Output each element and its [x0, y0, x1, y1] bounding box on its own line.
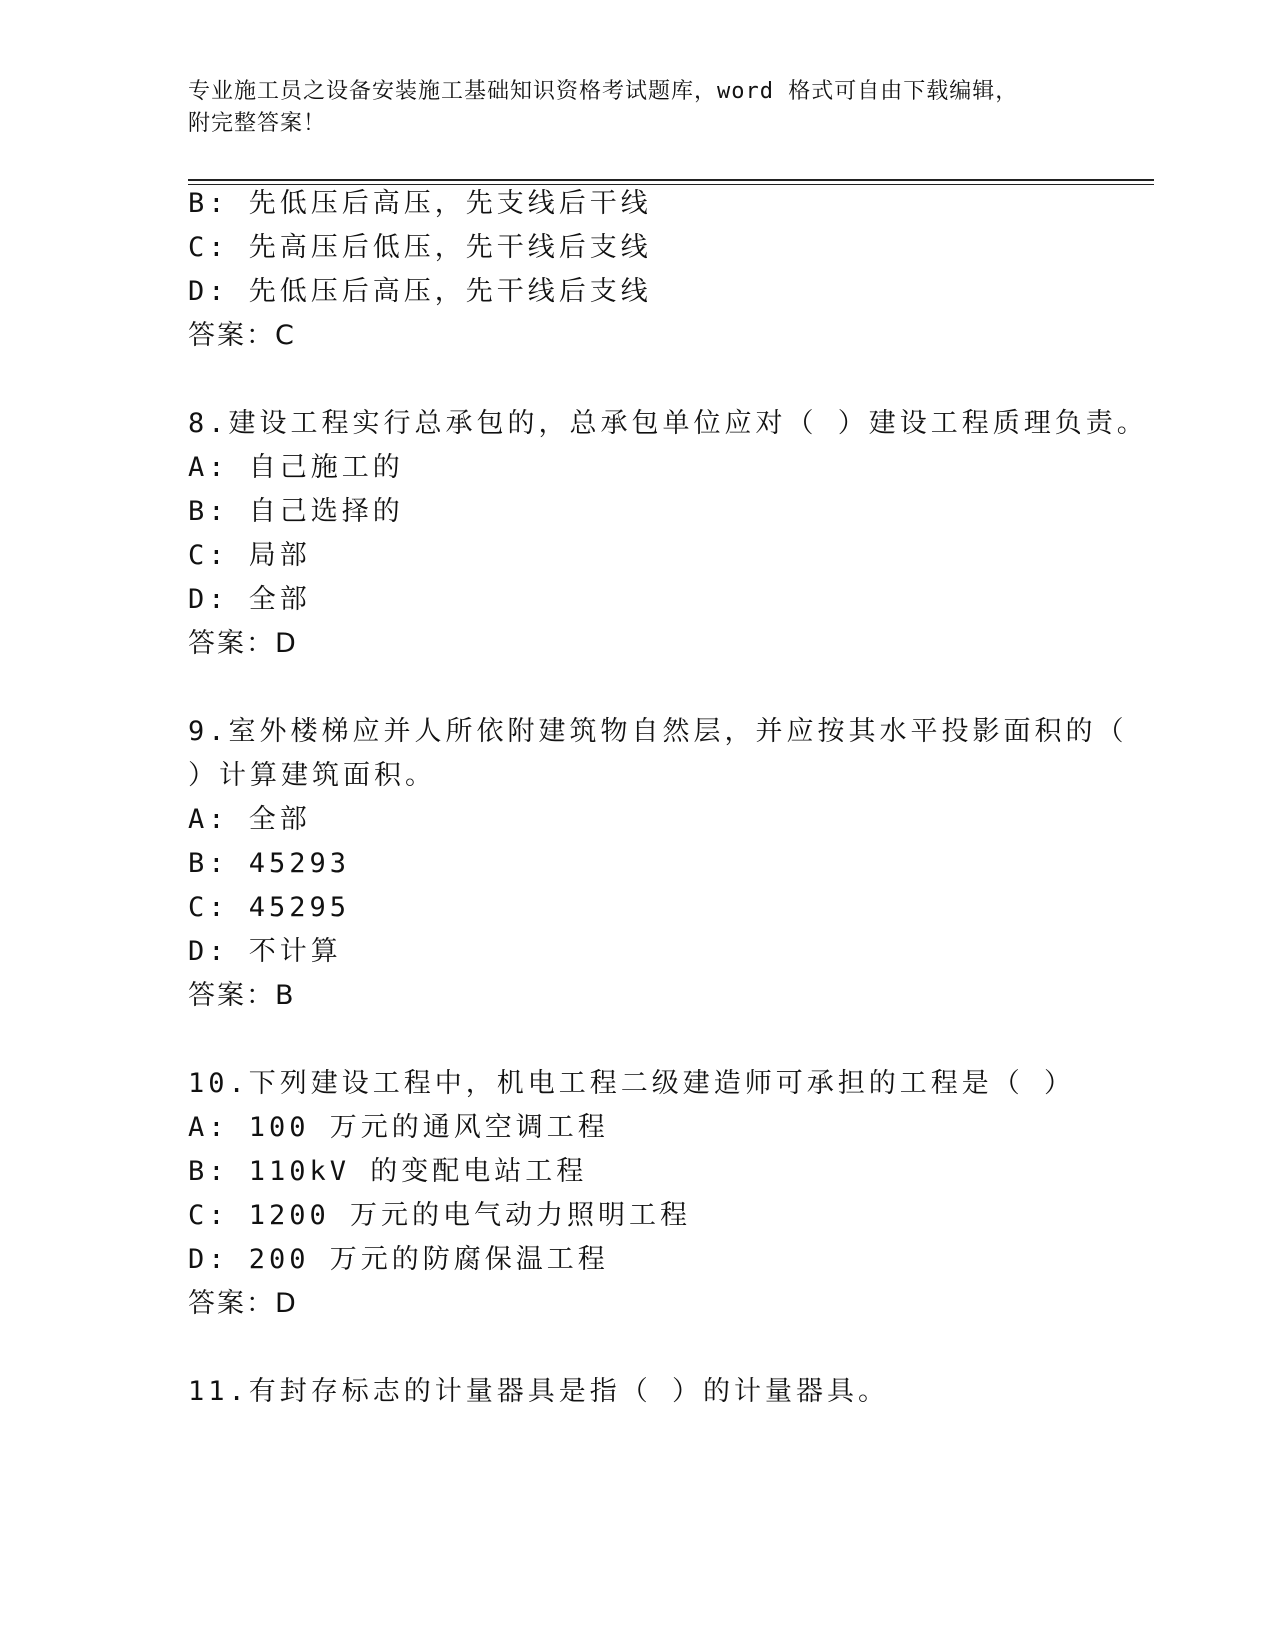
q9-option-a: A: 全部 [188, 804, 311, 835]
q7-answer: 答案：C [188, 320, 296, 351]
q8-option-c: C: 局部 [188, 540, 311, 571]
q7-option-d: D: 先低压后高压，先干线后支线 [188, 276, 652, 307]
q11-question: 11.有封存标志的计量器具是指（ ）的计量器具。 [188, 1376, 890, 1407]
q10-answer: 答案：D [188, 1288, 298, 1319]
q9-option-b: B: 45293 [188, 848, 351, 879]
q8-option-a: A: 自己施工的 [188, 452, 404, 483]
q8-option-b: B: 自己选择的 [188, 496, 404, 527]
q9-option-c: C: 45295 [188, 892, 351, 923]
q9-answer: 答案：B [188, 980, 296, 1011]
q8-question: 8.建设工程实行总承包的，总承包单位应对（ ）建设工程质理负责。 [188, 408, 1148, 439]
header-divider [188, 179, 1154, 185]
q9-option-d: D: 不计算 [188, 936, 342, 967]
q10-question: 10.下列建设工程中，机电工程二级建造师可承担的工程是（ ） [188, 1068, 1076, 1099]
q7-option-c: C: 先高压后低压，先干线后支线 [188, 232, 652, 263]
header-line-1: 专业施工员之设备安装施工基础知识资格考试题库，word 格式可自由下载编辑， [188, 79, 1019, 104]
q9-question-line-1: 9.室外楼梯应并人所依附建筑物自然层，并应按其水平投影面积的（ [188, 716, 1128, 747]
document-header [188, 76, 1068, 140]
q8-option-d: D: 全部 [188, 584, 311, 615]
q10-option-a: A: 100 万元的通风空调工程 [188, 1112, 609, 1143]
header-line-2: 附完整答案！ [188, 111, 327, 136]
q10-option-b: B: 110kV 的变配电站工程 [188, 1156, 588, 1187]
q7-option-b: B: 先低压后高压，先支线后干线 [188, 188, 652, 219]
q9-question-line-2: ）计算建筑面积。 [188, 760, 436, 791]
q10-option-d: D: 200 万元的防腐保温工程 [188, 1244, 609, 1275]
q8-answer: 答案：D [188, 628, 298, 659]
q10-option-c: C: 1200 万元的电气动力照明工程 [188, 1200, 692, 1231]
